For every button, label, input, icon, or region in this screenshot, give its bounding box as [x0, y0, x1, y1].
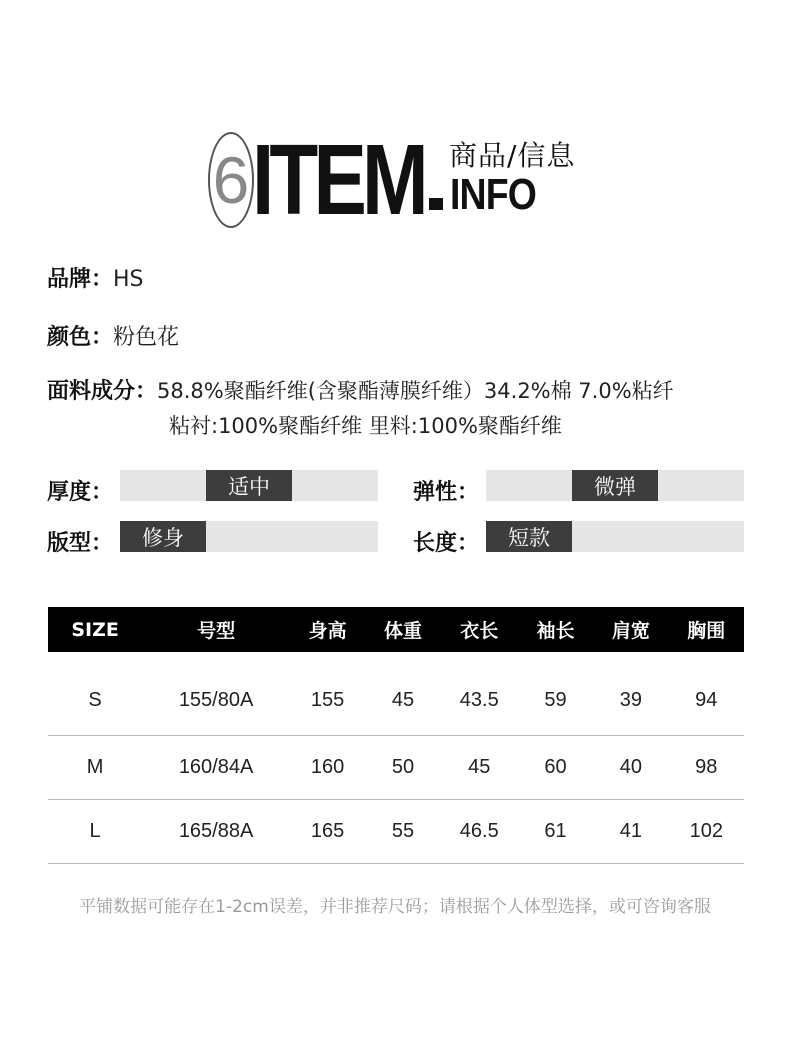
table-cell: 102 [689, 819, 723, 842]
header-size: SIZE [71, 618, 119, 641]
table-cell: 45 [391, 688, 415, 711]
fabric-value-line1: 58.8%聚酯纤维(含聚酯薄膜纤维）34.2%棉 7.0%粘纤 [157, 379, 674, 403]
table-cell: 45 [468, 755, 491, 778]
thickness-scale [120, 470, 378, 501]
item-wordmark: ITEM [252, 124, 424, 236]
header-chinese-title: 商品/信息 [449, 139, 576, 172]
size-table [48, 607, 744, 864]
header-height: 身高 [308, 620, 347, 642]
table-cell: S [88, 688, 102, 711]
elasticity-value: 微弹 [572, 470, 658, 501]
measurement-note: 平铺数据可能存在1-2cm误差，并非推荐尺码；请根据个人体型选择，或可咨询客服 [79, 897, 711, 917]
length-label: 长度： [413, 531, 480, 556]
header-model: 号型 [197, 620, 236, 642]
table-cell: 60 [544, 755, 567, 778]
size-table-header [48, 607, 744, 652]
fit-scale [120, 521, 378, 552]
header-sleeve: 袖长 [536, 620, 575, 642]
table-cell: 160 [310, 755, 345, 778]
fabric-label: 面料成分： [47, 379, 158, 404]
length-scale [486, 521, 744, 552]
brand-value: HS [113, 267, 144, 292]
table-cell: 55 [391, 819, 415, 842]
wordmark-dot [429, 198, 443, 210]
number-six-logo: 6 [208, 132, 254, 228]
info-wordmark: INFO [450, 170, 536, 219]
table-cell: 165/88A [178, 819, 254, 842]
table-cell: 50 [391, 755, 415, 778]
fabric-row [47, 374, 674, 405]
table-cell: 39 [619, 688, 642, 711]
color-row [47, 320, 179, 351]
fit-value: 修身 [120, 521, 206, 552]
table-row [48, 799, 744, 863]
color-value: 粉色花 [113, 325, 180, 350]
table-cell: 41 [619, 819, 642, 842]
header-chest: 胸围 [687, 620, 726, 642]
header-length: 衣长 [460, 620, 499, 642]
table-cell: 165 [310, 819, 345, 842]
elasticity-label: 弹性： [413, 480, 480, 505]
table-row [48, 652, 744, 735]
table-row [48, 735, 744, 799]
table-cell: 155 [310, 688, 345, 711]
elasticity-scale [486, 470, 744, 501]
brand-label: 品牌： [47, 267, 114, 292]
length-value: 短款 [486, 521, 572, 552]
table-cell: M [86, 755, 104, 778]
table-cell: 160/84A [178, 755, 254, 778]
table-cell: 61 [544, 819, 567, 842]
brand-row [47, 262, 144, 293]
table-cell: 43.5 [459, 688, 499, 711]
thickness-value: 适中 [206, 470, 292, 501]
item-info-header [0, 118, 790, 236]
fit-label: 版型： [47, 531, 114, 556]
table-cell: L [89, 819, 101, 842]
table-cell: 98 [695, 755, 718, 778]
table-cell: 40 [619, 755, 642, 778]
header-weight: 体重 [383, 620, 422, 642]
fabric-value-line2: 粘衬:100%聚酯纤维 里料:100%聚酯纤维 [169, 414, 562, 438]
color-label: 颜色： [47, 325, 114, 350]
header-shoulder: 肩宽 [611, 620, 650, 642]
table-cell: 94 [695, 688, 718, 711]
thickness-label: 厚度： [47, 480, 114, 505]
table-cell: 59 [544, 688, 567, 711]
table-cell: 46.5 [459, 819, 499, 842]
table-cell: 155/80A [178, 688, 254, 711]
